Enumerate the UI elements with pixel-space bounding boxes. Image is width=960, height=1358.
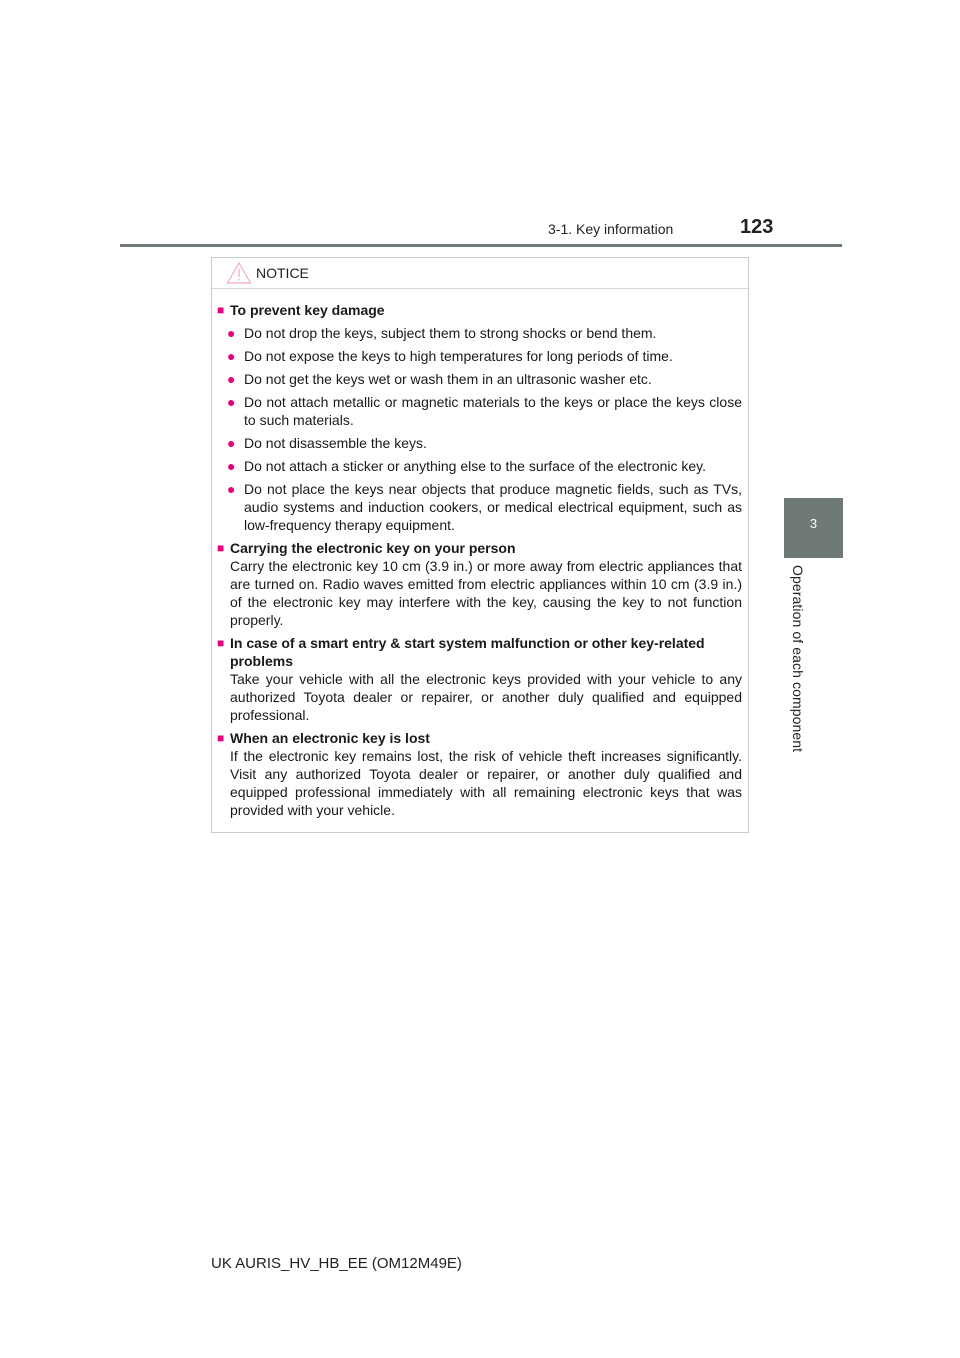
list-item-text: Do not disassemble the keys.	[244, 435, 427, 451]
list-item	[217, 457, 742, 475]
list-item	[217, 347, 742, 365]
magenta-dot-icon: ●	[227, 325, 236, 341]
magenta-dot-icon: ●	[227, 435, 236, 451]
list-item-text: Do not get the keys wet or wash them in an ultrasonic washer etc.	[244, 371, 652, 387]
magenta-dot-icon: ●	[227, 348, 236, 364]
list-item-text: Do not expose the keys to high temperatures for long periods of time.	[244, 348, 673, 364]
list-item	[217, 370, 742, 388]
list-item	[217, 393, 742, 429]
list-item-text: Do not drop the keys, subject them to strong shocks or bend them.	[244, 325, 657, 341]
header-divider	[120, 244, 842, 247]
list-item-text: Do not attach a sticker or anything else to the surface of the electronic key.	[244, 458, 706, 474]
magenta-dot-icon: ●	[227, 458, 236, 474]
list-item	[217, 434, 742, 452]
notice-header	[212, 258, 748, 289]
section-title-text: In case of a smart entry & start system malfunction or other key-related problems	[230, 635, 705, 669]
chapter-tab	[784, 498, 843, 558]
list-item	[217, 324, 742, 342]
footer-model-code: UK AURIS_HV_HB_EE (OM12M49E)	[211, 1255, 462, 1272]
section-title	[217, 729, 742, 747]
magenta-dot-icon: ●	[227, 371, 236, 387]
section-paragraph: Take your vehicle with all the electronic keys provided with your vehicle to any authorized Toyota dealer or repairer, or another duly qualified and equipped professional.	[230, 671, 742, 723]
magenta-square-icon: ■	[217, 731, 225, 745]
header-section-title: 3-1. Key information	[548, 221, 674, 237]
magenta-square-icon: ■	[217, 636, 225, 650]
section-title	[217, 539, 742, 557]
section-paragraph: Carry the electronic key 10 cm (3.9 in.) or more away from electric appliances that are turned on. Radio waves emitted from electric appliances within 10 cm (3.9 in.) of the electronic key may interfere with the key, causing the key to not function properly.	[230, 558, 742, 628]
magenta-dot-icon: ●	[227, 394, 236, 410]
page-number: 123	[740, 216, 774, 238]
magenta-square-icon: ■	[217, 303, 225, 317]
section-title-text: When an electronic key is lost	[230, 730, 430, 746]
notice-title: NOTICE	[256, 265, 309, 281]
chapter-number: 3	[809, 516, 818, 531]
magenta-dot-icon: ●	[227, 481, 236, 497]
section-title-text: To prevent key damage	[230, 302, 385, 318]
chapter-title: Operation of each component	[790, 565, 806, 753]
list-item	[217, 480, 742, 534]
notice-body	[212, 289, 748, 819]
section-title-text: Carrying the electronic key on your person	[230, 540, 516, 556]
section-title	[217, 301, 742, 319]
list-item-text: Do not attach metallic or magnetic materials to the keys or place the keys close to such materials.	[244, 394, 742, 428]
list-item-text: Do not place the keys near objects that produce magnetic fields, such as TVs, audio systems and induction cookers, or medical electrical equipment, such as low-frequency therapy equipment.	[244, 481, 742, 533]
section-title	[217, 634, 742, 670]
notice-box	[211, 257, 749, 833]
warning-triangle-icon	[226, 261, 252, 285]
section-paragraph: If the electronic key remains lost, the risk of vehicle theft increases significantly. Visit any authorized Toyota dealer or repairer, or another duly qualified and equipped professional immediately with all remaining electronic keys that was provided with your vehicle.	[230, 748, 742, 818]
magenta-square-icon: ■	[217, 541, 225, 555]
